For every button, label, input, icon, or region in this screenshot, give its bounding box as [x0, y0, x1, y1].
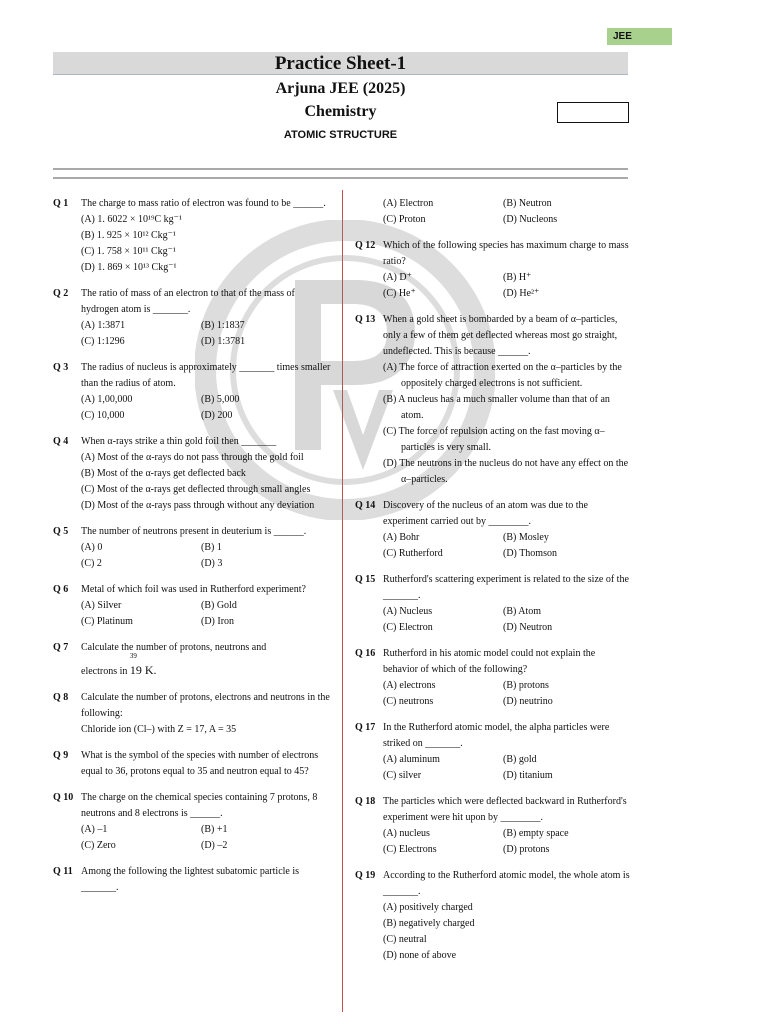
option: (A) Electron	[383, 198, 434, 209]
question-item	[355, 312, 630, 488]
option: (A) The force of attraction exerted on the α–particles by the oppositely charged electrons is not sufficient.	[383, 362, 622, 389]
subject-name: Chemistry	[304, 103, 377, 120]
left-column	[53, 196, 335, 906]
question-item	[355, 498, 630, 562]
question-text: Discovery of the nucleus of an atom was due to the experiment carried out by ________.	[383, 500, 588, 527]
question-body	[81, 360, 335, 424]
question-text: Metal of which foil was used in Rutherford experiment?	[81, 584, 306, 595]
option: (C) The force of repulsion acting on the fast moving α–particles is very small.	[383, 426, 605, 453]
option: (A) Most of the α-rays do not pass through the gold foil	[81, 452, 304, 463]
question-number: Q 15	[355, 574, 376, 585]
question-text: The ratio of mass of an electron to that of the mass of hydrogen atom is _______.	[81, 288, 295, 315]
options-list	[383, 900, 630, 964]
question-number: Q 19	[355, 870, 376, 881]
divider-bottom	[53, 177, 628, 179]
option: (D) 200	[201, 410, 233, 421]
options-list	[383, 678, 630, 710]
question-body	[81, 286, 335, 350]
question-body	[81, 690, 335, 738]
question-item	[53, 690, 335, 738]
question-text: The charge to mass ratio of electron was found to be ______.	[81, 198, 326, 209]
question-item	[53, 360, 335, 424]
question-body	[81, 640, 335, 680]
option: (B) +1	[201, 824, 228, 835]
option: (D) Neutron	[503, 622, 553, 633]
option: (B) negatively charged	[383, 918, 475, 929]
option: (B) Gold	[201, 600, 237, 611]
question-body	[81, 864, 335, 896]
question-number: Q 4	[53, 436, 69, 447]
question-body	[383, 572, 630, 636]
option: (B) 1. 925 × 10¹² Ckg⁻¹	[81, 230, 176, 241]
question-item	[53, 640, 335, 680]
option: (B) Mosley	[503, 532, 549, 543]
question-number: Q 7	[53, 642, 69, 653]
question-text: What is the symbol of the species with number of electrons equal to 36, protons equal to 35 and neutron equal to 45?	[81, 750, 319, 777]
question-number: Q 5	[53, 526, 69, 537]
options-list	[383, 752, 630, 784]
option: (B) gold	[503, 754, 537, 765]
page-title: Practice Sheet-1	[53, 52, 628, 75]
question-item	[355, 720, 630, 784]
option: (A) Bohr	[383, 532, 420, 543]
question-text: When α-rays strike a thin gold foil then _______	[81, 436, 277, 447]
question-text: Calculate the number of protons, neutrons and	[81, 642, 267, 653]
question-body	[81, 524, 335, 572]
question-body	[383, 720, 630, 784]
question-item	[355, 868, 630, 964]
option: (B) A nucleus has a much smaller volume than that of an atom.	[383, 394, 610, 421]
option: (C) Platinum	[81, 616, 133, 627]
question-text-part: electrons in	[81, 666, 128, 677]
question-body	[383, 868, 630, 964]
option: (C) 10,000	[81, 410, 125, 421]
option: (C) Most of the α-rays get deflected through small angles	[81, 484, 311, 495]
question-text: In the Rutherford atomic model, the alpha particles were striked on _______.	[383, 722, 610, 749]
option: (D) He²⁺	[503, 288, 540, 299]
question-text: According to the Rutherford atomic model, the whole atom is _______.	[383, 870, 630, 897]
question-body	[81, 748, 335, 780]
option: (D) 1:3781	[201, 336, 246, 347]
question-text: The radius of nucleus is approximately _______ times smaller than the radius of atom.	[81, 362, 331, 389]
question-number: Q 17	[355, 722, 376, 733]
options-list	[81, 318, 335, 350]
question-body	[383, 238, 630, 302]
question-text: Among the following the lightest subatomic particle is _______.	[81, 866, 300, 893]
options-list	[383, 360, 630, 488]
options-list	[81, 450, 335, 514]
options-list	[383, 826, 630, 858]
option: (D) neutrino	[503, 696, 553, 707]
options-list	[81, 540, 335, 572]
option: (A) Silver	[81, 600, 122, 611]
option: (C) 1:1296	[81, 336, 125, 347]
question-body	[81, 582, 335, 630]
option: (C) He⁺	[383, 288, 416, 299]
question-number: Q 6	[53, 584, 69, 595]
option: (A) 1:3871	[81, 320, 126, 331]
options-list	[81, 598, 335, 630]
question-text: Calculate the number of protons, electrons and neutrons in the following:	[81, 692, 330, 719]
option: (D) none of above	[383, 950, 457, 961]
question-item	[355, 196, 630, 228]
question-number: Q 10	[53, 792, 74, 803]
question-item	[53, 196, 335, 276]
option: (C) silver	[383, 770, 422, 781]
option: (D) 1. 869 × 10¹³ Ckg⁻¹	[81, 262, 177, 273]
question-body	[81, 790, 335, 854]
question-number	[355, 196, 383, 228]
topic-title: ATOMIC STRUCTURE	[283, 129, 398, 141]
question-item	[53, 524, 335, 572]
question-item	[53, 864, 335, 896]
option: (B) 1	[201, 542, 222, 553]
option: (A) 1. 6022 × 10¹⁹C kg⁻¹	[81, 214, 182, 225]
question-number: Q 12	[355, 240, 376, 251]
question-number: Q 14	[355, 500, 376, 511]
option: (B) Atom	[503, 606, 542, 617]
options-list	[383, 604, 630, 636]
options-list	[81, 392, 335, 424]
code-box	[557, 102, 629, 123]
option: (D) –2	[201, 840, 228, 851]
isotope-symbol: 39 19 K.	[129, 652, 157, 677]
option: (C) neutral	[383, 934, 427, 945]
option: (D) Most of the α-rays pass through without any deviation	[81, 500, 315, 511]
question-body	[383, 646, 630, 710]
question-number: Q 1	[53, 198, 69, 209]
option: (B) 5,000	[201, 394, 240, 405]
option: (B) Most of the α-rays get deflected back	[81, 468, 246, 479]
question-text: The charge on the chemical species containing 7 protons, 8 neutrons and 8 electrons is ______.	[81, 792, 318, 819]
option: (A) nucleus	[383, 828, 430, 839]
question-number: Q 3	[53, 362, 69, 373]
question-body	[383, 196, 630, 228]
batch-name: Arjuna JEE (2025)	[275, 80, 406, 97]
options-list	[383, 196, 630, 228]
option: (A) aluminum	[383, 754, 440, 765]
question-text: The number of neutrons present in deuterium is ______.	[81, 526, 307, 537]
option: (C) Proton	[383, 214, 426, 225]
options-list	[383, 530, 630, 562]
option: (B) 1:1837	[201, 320, 245, 331]
option: (A) electrons	[383, 680, 436, 691]
option: (A) D⁺	[383, 272, 412, 283]
option: (D) The neutrons in the nucleus do not have any effect on the α–particles.	[383, 458, 629, 485]
divider-top	[53, 168, 628, 170]
question-body	[81, 196, 335, 276]
question-body	[81, 434, 335, 514]
option: (B) empty space	[503, 828, 569, 839]
question-text: Rutherford in his atomic model could not explain the behavior of which of the following?	[383, 648, 596, 675]
question-item	[355, 794, 630, 858]
options-list	[383, 270, 630, 302]
question-number: Q 9	[53, 750, 69, 761]
question-body	[383, 794, 630, 858]
option: (D) Nucleons	[503, 214, 558, 225]
question-item	[355, 646, 630, 710]
question-item	[53, 434, 335, 514]
question-item	[53, 286, 335, 350]
exam-badge: JEE	[607, 28, 672, 45]
option: (C) Rutherford	[383, 548, 443, 559]
question-text: When a gold sheet is bombarded by a beam of α–particles, only a few of them get deflected whereas most go straight, undeflected. This is because ______.	[383, 314, 618, 357]
question-body	[383, 312, 630, 488]
option: (D) Iron	[201, 616, 235, 627]
question-text: Which of the following species has maximum charge to mass ratio?	[383, 240, 629, 267]
question-number: Q 18	[355, 796, 376, 807]
option: (B) protons	[503, 680, 549, 691]
question-number: Q 8	[53, 692, 69, 703]
question-number: Q 13	[355, 314, 376, 325]
question-number: Q 16	[355, 648, 376, 659]
column-divider	[342, 190, 343, 1012]
right-column	[355, 196, 630, 974]
option: (D) protons	[503, 844, 550, 855]
option: (A) positively charged	[383, 902, 473, 913]
option: (A) Nucleus	[383, 606, 433, 617]
question-text-line2	[81, 652, 335, 680]
option: (C) 2	[81, 558, 102, 569]
question-item	[53, 748, 335, 780]
option: (C) Electron	[383, 622, 433, 633]
option: (B) H⁺	[503, 272, 532, 283]
option: (D) titanium	[503, 770, 553, 781]
option: (C) Zero	[81, 840, 116, 851]
isotope-element: 19 K.	[129, 663, 157, 677]
question-number: Q 11	[53, 866, 73, 877]
option: (C) Electrons	[383, 844, 437, 855]
option: (B) Neutron	[503, 198, 552, 209]
question-body	[383, 498, 630, 562]
question-text-line2: Chloride ion (Cl–) with Z = 17, A = 35	[81, 724, 237, 735]
options-list	[81, 212, 335, 276]
options-list	[81, 822, 335, 854]
option: (A) 0	[81, 542, 103, 553]
option: (C) 1. 758 × 10¹¹ Ckg⁻¹	[81, 246, 176, 257]
option: (A) –1	[81, 824, 108, 835]
option: (D) 3	[201, 558, 223, 569]
question-item	[355, 572, 630, 636]
option: (D) Thomson	[503, 548, 557, 559]
option: (C) neutrons	[383, 696, 434, 707]
question-number: Q 2	[53, 288, 69, 299]
question-text: The particles which were deflected backward in Rutherford's experiment were hit upon by ________.	[383, 796, 627, 823]
question-text: Rutherford's scattering experiment is related to the size of the _______.	[383, 574, 629, 601]
option: (A) 1,00,000	[81, 394, 133, 405]
question-item	[53, 582, 335, 630]
question-item	[355, 238, 630, 302]
question-item	[53, 790, 335, 854]
